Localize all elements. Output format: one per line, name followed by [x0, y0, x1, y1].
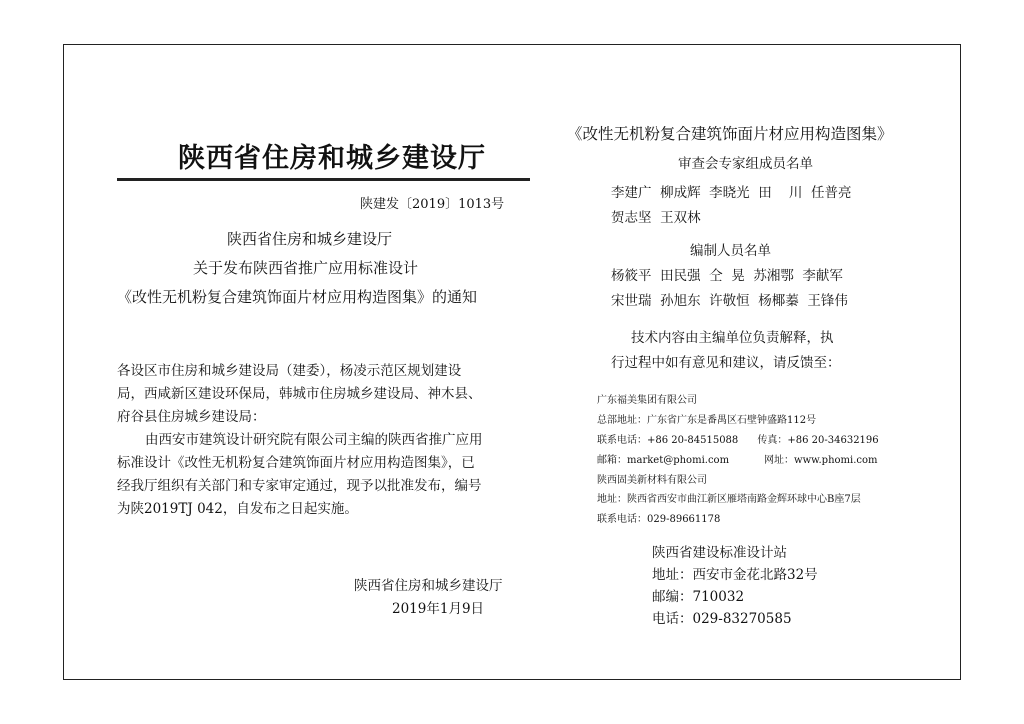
contact-line-2: 总部地址：广东省广东是番禺区石壁钟盛路112号 — [597, 415, 817, 426]
station-name: 陕西省建设标准设计站 — [652, 545, 787, 561]
note-line-1: 技术内容由主编单位负责解释，执 — [631, 330, 834, 346]
atlas-title: 《改性无机粉复合建筑饰面片材应用构造图集》 — [567, 125, 893, 143]
contact-line-5: 陕西固美新材料有限公司 — [597, 475, 707, 486]
title-rule — [117, 178, 530, 181]
contact-line-4: 邮箱：market@phomi.com 网址：www.phomi.com — [597, 455, 878, 466]
contact-line-3: 联系电话：+86 20-84515088 传真：+86 20-34632196 — [597, 435, 879, 446]
editors-heading: 编制人员名单 — [690, 243, 771, 259]
editors-line-1: 杨筱平 田民强 仝 晃 苏湘鄂 李献军 — [611, 268, 843, 284]
document-number: 陕建发〔2019〕1013号 — [360, 197, 505, 212]
notice-title-line-3: 《改性无机粉复合建筑饰面片材应用构造图集》的通知 — [117, 288, 478, 306]
editors-line-2: 宋世瑞 孙旭东 许敬恒 杨椰蓁 王锋伟 — [611, 293, 848, 309]
station-address: 地址：西安市金花北路32号 — [652, 567, 818, 583]
notice-title-line-2: 关于发布陕西省推广应用标准设计 — [193, 259, 419, 277]
review-line-2: 贺志坚 王双林 — [611, 210, 701, 226]
contact-line-1: 广东福美集团有限公司 — [597, 395, 697, 406]
body-line-3: 府谷县住房城乡建设局： — [117, 409, 266, 425]
body-line-5: 标准设计《改性无机粉复合建筑饰面片材应用构造图集》，已 — [117, 455, 475, 471]
body-line-4: 由西安市建筑设计研究院有限公司主编的陕西省推广应用 — [145, 432, 483, 448]
issue-date: 2019年1月9日 — [392, 601, 485, 617]
issuer-title: 陕西省住房和城乡建设厅 — [178, 143, 486, 174]
contact-line-7: 联系电话：029-89661178 — [597, 514, 721, 525]
station-postcode: 邮编：710032 — [652, 589, 745, 605]
body-line-2: 局，西咸新区建设环保局，韩城市住房城乡建设局、神木县、 — [117, 386, 482, 402]
review-line-1: 李建广 柳成辉 李晓光 田 川 任普亮 — [611, 185, 852, 201]
body-line-6: 经我厅组织有关部门和专家审定通过，现予以批准发布，编号 — [117, 478, 482, 494]
signature: 陕西省住房和城乡建设厅 — [354, 578, 503, 594]
review-heading: 审查会专家组成员名单 — [678, 156, 813, 172]
station-phone: 电话：029-83270585 — [652, 611, 792, 627]
note-line-2: 行过程中如有意见和建议，请反馈至： — [611, 355, 841, 371]
contact-line-6: 地址：陕西省西安市曲江新区雁塔南路金辉环球中心B座7层 — [597, 494, 861, 505]
body-line-7: 为陕2019TJ 042，自发布之日起实施。 — [117, 501, 358, 517]
notice-title-line-1: 陕西省住房和城乡建设厅 — [227, 230, 393, 248]
body-line-1: 各设区市住房和城乡建设局（建委），杨凌示范区规划建设 — [117, 363, 462, 379]
